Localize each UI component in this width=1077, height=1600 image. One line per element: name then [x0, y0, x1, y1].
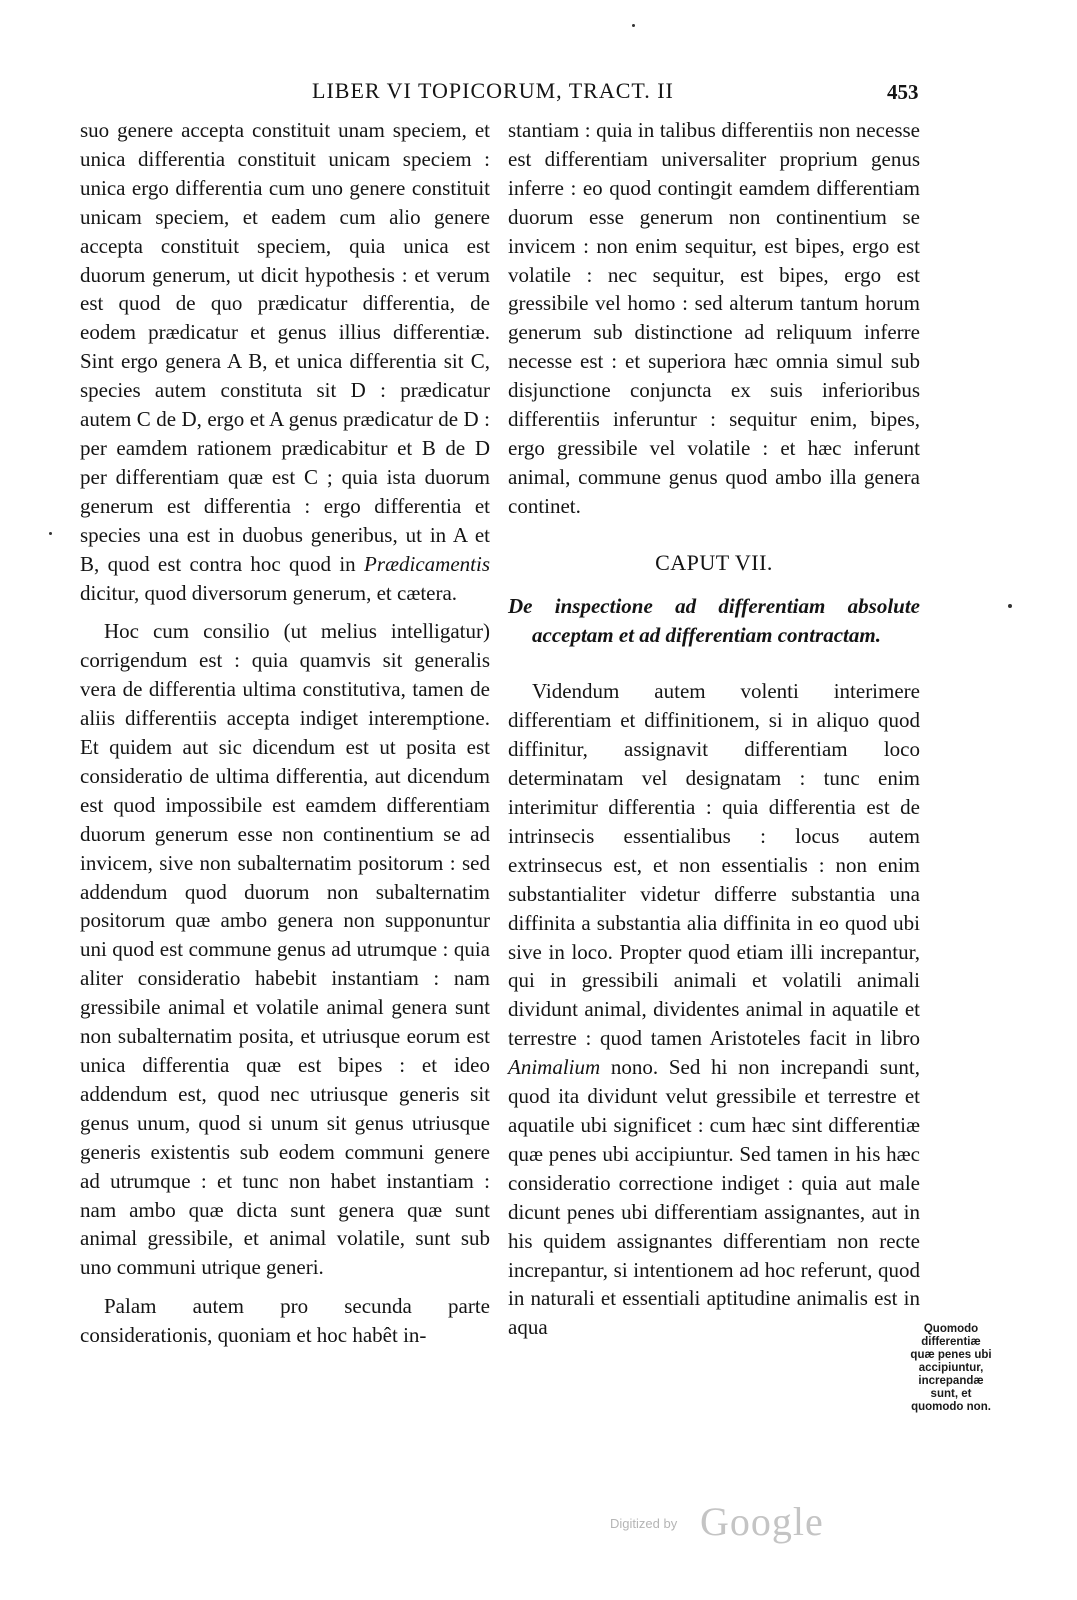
- left-paragraph-1: [80, 116, 490, 607]
- scan-speck-left: [49, 532, 52, 535]
- google-logo: Google: [700, 1499, 824, 1544]
- left-paragraph-3: Palam autem pro secunda parte considerationis, quoniam et hoc habêt in-: [80, 1294, 490, 1348]
- margin-note: Quomodo differentiæ quæ penes ubi accipiuntur, increpandæ sunt, et quomodo non.: [910, 1323, 992, 1413]
- right-paragraph-1: stantiam : quia in talibus differentiis non necesse est differentiam universaliter proprium genus inferre : eo quod contingit eamdem differentiam duorum esse generum non continentium se invicem : non enim sequitur, est bipes, ergo est volatile : nec sequitur, est bipes, ergo est gressibile vel homo : sed alterum tantum horum generum sub distinctione ad reliquum inferre necesse est : et superiora hæc omnia simul sub disjunctione conjuncta ex suis inferioribus differentiis inferuntur : sequitur enim, bipes, ergo gressibile vel volatile : et hæc inferunt animal, commune genus quod ambo illa genera continet.: [508, 118, 920, 518]
- right-paragraph-2: [508, 677, 920, 1342]
- left-paragraph-2: Hoc cum consilio (ut melius intelligatur) corrigendum est : quia quamvis sit generalis vera de differentia ultima constitutiva, tamen de aliis differentiis accepta indiget interemptione. Et quidem aut sic dicendum est ut posita est consideratio de ultima differentia, aut dicendum est quod impossibile est eamdem differentiam duorum generum esse non continentium se ad invicem, sive non subalternatim positorum : sed addendum quod duorum non subalternatim positorum quæ ambo genera non supponuntur uni quod est commune genus ad utrumque : quia aliter consideratio habebit instantiam : nam gressibile animal et volatile animal genera sunt non subalternatim posita, et utriusque eorum est unica differentia quæ est bipes : et ideo addendum est, quod nec utriusque generis sit genus unum, quod si unum sit genus utriusque generis existentis sub eodem communi genere ad utrumque : et tunc non habet instantiam : nam ambo quæ dicta sunt genera quæ sunt animal gressibile, et animal volatile, sunt sub uno communi utrique generi.: [80, 619, 490, 1280]
- scan-speck-top: [632, 24, 635, 27]
- right-paragraph-2-text: Videndum autem volenti interimere differentiam et diffinitionem, si in aliquo quod diffinitur, assignavit differentiam loco determinatam vel designatam : tunc enim interimitur differentia : quia differentia est de intrinsecis essentialibus : locus autem extrinsecus est, et non essentialis : non enim substantialiter videtur differre substantia una diffinita a substantia alia diffinita in eo quod ubi sive in loco. Propter quod etiam illi increpantur, qui in gressibili animali et volatili animali dividunt animal, dividentes animal in aquatile et terrestre : quod tamen Aristoteles facit in libro: [508, 679, 920, 1051]
- page-number: 453: [887, 80, 919, 104]
- running-title: LIBER VI TOPICORUM, TRACT. II: [312, 78, 674, 103]
- page-header: [0, 78, 1077, 108]
- work-title-praedicamentis: Prædicamentis: [364, 551, 490, 576]
- right-column: [508, 116, 920, 1342]
- scan-speck-right: [1008, 604, 1012, 608]
- left-paragraph-1-text: suo genere accepta constituit unam speciem, et unica differentia constituit unicam speciem : unica ergo differentia cum uno genere constituit unicam speciem, et eadem cum alio genere accepta constituit speciem, quia unica est duorum generum, ut dicit hypothesis : et verum est quod de quo prædicatur differentia, de eodem prædicatur et genus illius differentiæ. Sint ergo genera A B, et unica differentia sit C, species autem constituta sit D : prædicatur autem C de D, ergo et A genus prædicatur de D : per eamdem rationem prædicabitur et B de D per differentiam quæ est C ; quia ista duorum generum est differentia : ergo differentia et species una est in duobus generibus, ut in A et B, quod est contra hoc quod in: [80, 118, 490, 576]
- work-title-animalium: Animalium: [508, 1055, 601, 1080]
- chapter-subtitle: De inspectione ad differentiam absolute acceptam et ad differentiam contractam.: [508, 593, 920, 647]
- footer-watermark: [610, 1498, 850, 1544]
- chapter-title: CAPUT VII.: [655, 549, 773, 575]
- left-column: [80, 116, 490, 1350]
- left-paragraph-1-end: dicitur, quod diversorum generum, et cætera.: [80, 580, 458, 605]
- right-paragraph-2-end: nono. Sed hi non increpandi sunt, quod ita dividunt velut gressibile et terrestre et aquatile ubi significet : cum hæc sint differentiæ quæ penes ubi accipiuntur. Sed tamen in his hæc consideratio correctione indiget : quia aut male dicunt penes ubi differentiam assignantes, aut in his quidem assignantes differentiam non recte increpantur, si intentionem ad hoc referunt, quod in naturali et essentiali aptitudine animalis est in aqua: [508, 1055, 920, 1340]
- digitized-label: Digitized by: [610, 1516, 678, 1531]
